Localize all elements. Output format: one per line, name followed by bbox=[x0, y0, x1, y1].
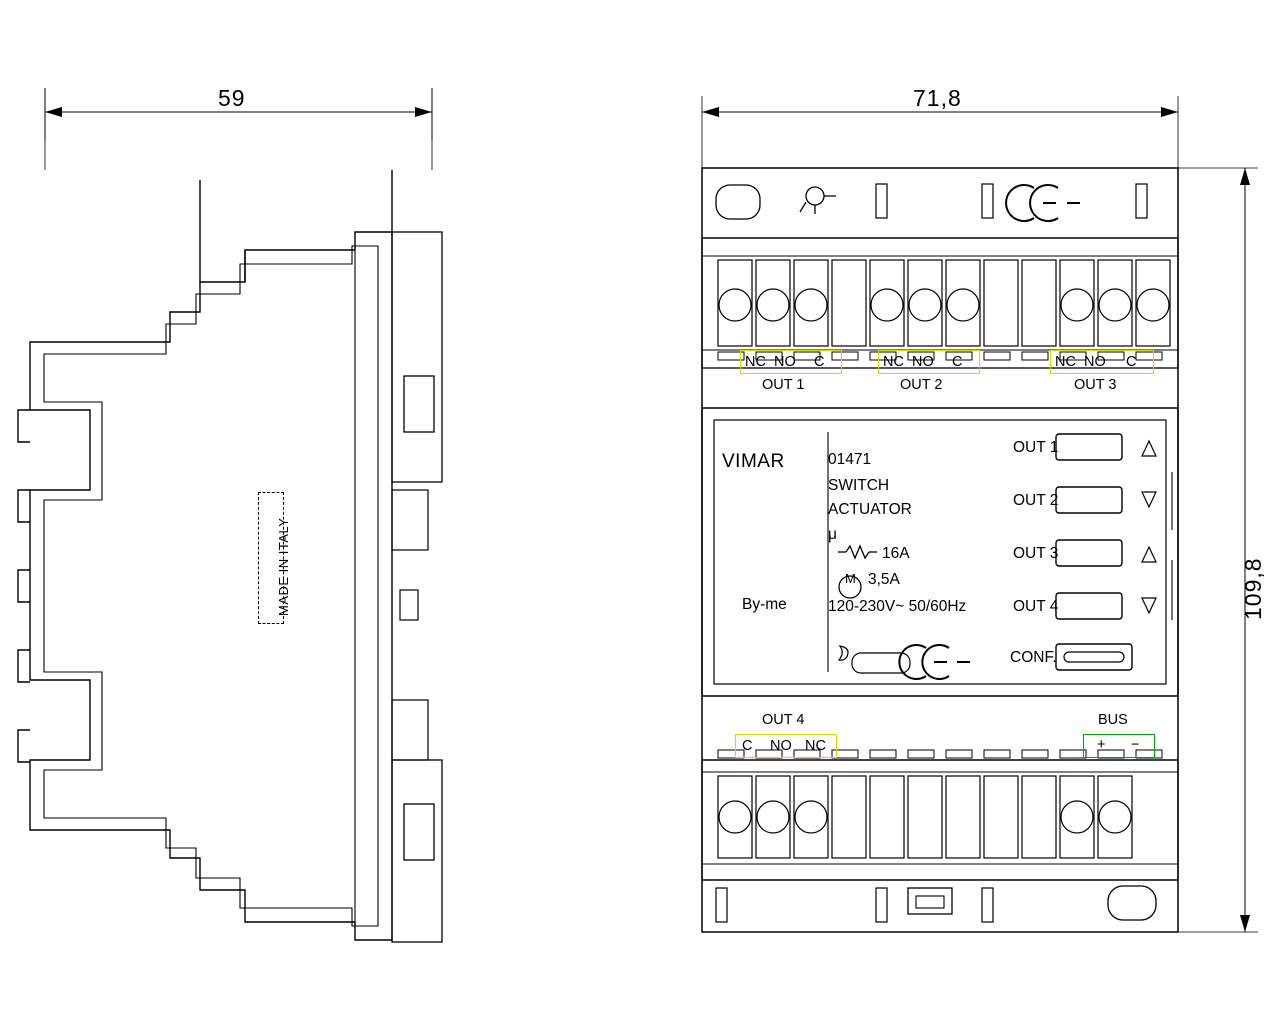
button-label-out1[interactable]: OUT 1 bbox=[1013, 439, 1059, 456]
supply-rating: 120-230V~ 50/60Hz bbox=[828, 598, 967, 615]
button-label-conf[interactable]: CONF. bbox=[1010, 649, 1057, 666]
motor-symbol-label: M bbox=[845, 571, 856, 586]
bus-terminal-box bbox=[1083, 734, 1155, 758]
out4-group-label: OUT 4 bbox=[762, 712, 805, 728]
out1-contact-no: NO bbox=[774, 354, 796, 370]
product-code: 01471 bbox=[828, 451, 872, 468]
micro-contact-symbol: μ bbox=[828, 526, 837, 543]
out3-contact-no: NO bbox=[1084, 354, 1106, 370]
front-view bbox=[660, 60, 1280, 990]
motor-rating: 3,5A bbox=[868, 571, 900, 588]
out3-contact-nc: NC bbox=[1055, 354, 1076, 370]
front-height-dimension: 109,8 bbox=[1240, 557, 1266, 620]
product-name-line1: SWITCH bbox=[828, 477, 890, 494]
front-width-dimension: 71,8 bbox=[913, 85, 962, 111]
out2-contact-no: NO bbox=[912, 354, 934, 370]
system-label: By-me bbox=[742, 596, 787, 613]
button-label-out3[interactable]: OUT 3 bbox=[1013, 545, 1059, 562]
button-label-out2[interactable]: OUT 2 bbox=[1013, 492, 1059, 509]
bus-contact-minus: − bbox=[1131, 737, 1140, 753]
button-label-out4[interactable]: OUT 4 bbox=[1013, 598, 1059, 615]
out1-contact-nc: NC bbox=[745, 354, 766, 370]
front-view-svg bbox=[660, 60, 1280, 990]
out4-contact-c: C bbox=[742, 738, 753, 754]
out4-contact-nc: NC bbox=[805, 738, 826, 754]
out4-contact-no: NO bbox=[770, 738, 792, 754]
bus-contact-plus: + bbox=[1097, 737, 1106, 753]
made-in-italy-label: MADE IN ITALY bbox=[276, 517, 291, 616]
out2-contact-c: C bbox=[952, 354, 963, 370]
resistive-rating: 16A bbox=[882, 545, 910, 562]
out3-contact-c: C bbox=[1126, 354, 1137, 370]
bus-group-label: BUS bbox=[1098, 712, 1128, 728]
out1-contact-c: C bbox=[814, 354, 825, 370]
left-width-dimension: 59 bbox=[218, 85, 246, 111]
out1-group-label: OUT 1 bbox=[762, 377, 805, 393]
out3-group-label: OUT 3 bbox=[1074, 377, 1117, 393]
product-name-line2: ACTUATOR bbox=[828, 501, 912, 518]
brand-label: VIMAR bbox=[722, 451, 785, 472]
out2-contact-nc: NC bbox=[883, 354, 904, 370]
out2-group-label: OUT 2 bbox=[900, 377, 943, 393]
